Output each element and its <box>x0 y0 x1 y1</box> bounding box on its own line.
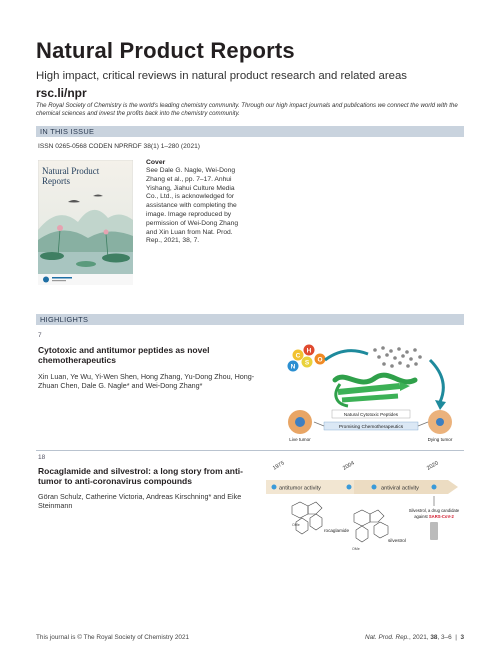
highlights-band: HIGHLIGHTS <box>36 314 464 325</box>
footer-citation: Nat. Prod. Rep., 2021, 38, 3–6 | 3 <box>364 634 464 641</box>
substituent-2: OMe <box>352 547 360 551</box>
footer-volume: 38 <box>430 634 438 641</box>
article-1-figure <box>280 340 464 445</box>
article-2-figure <box>262 456 464 564</box>
label-silvestrol: silvestrol <box>388 538 406 543</box>
issn-line: ISSN 0265-0568 CODEN NPRRDF 38(1) 1–280 (2021) <box>38 143 200 150</box>
atom-c: C <box>295 352 301 360</box>
footer-pages: , 3–6 <box>437 634 452 641</box>
atom-s: S <box>304 359 310 367</box>
journal-title: Natural Product Reports <box>36 38 295 63</box>
footer-copyright: This journal is © The Royal Society of Chemistry 2021 <box>36 634 190 641</box>
year-2004: 2004 <box>342 460 356 472</box>
article-1-authors: Xin Luan, Ye Wu, Yi-Wen Shen, Hong Zhang, Yu-Dong Zhou, Hong-Zhuan Chen, Dale G. Nagle* and Wei-Dong Zhang* <box>38 372 255 391</box>
journal-url-link[interactable]: rsc.li/npr <box>36 86 87 100</box>
label-promising-chemo: Promising Chemotherapeutics <box>338 425 404 430</box>
label-antitumor-activity: antitumor activity <box>279 485 321 492</box>
article-2-authors: Göran Schulz, Catherine Victoria, Andreas Kirschning* and Eike Steinmann <box>38 492 242 511</box>
note-highlight: SARS-CoV-2 <box>428 514 454 519</box>
page-number: 3 <box>460 634 464 641</box>
silvestrol-note-2 <box>414 514 454 519</box>
substituent-1: OMe <box>292 523 300 527</box>
year-1975: 1975 <box>272 460 286 472</box>
article-2-title[interactable]: Rocaglamide and silvestrol: a long story from anti-tumor to anti-coronavirus compounds <box>38 466 243 486</box>
cover-caption: See Dale G. Nagle, Wei-Dong Zhang et al., pp. 7–17. Anhui Yishang, Jiahui Culture Media Co., Ltd., is acknowledged for assistance with completing the image. Image reproduced by permission of Wei-Dong Zhang and Xin Luan from Nat. Prod. Rep., 2021, 38, 7. <box>146 167 239 245</box>
label-live-tumor: Live tumor <box>289 437 311 442</box>
cover-heading: Cover <box>146 159 166 166</box>
rsc-intro-text: The Royal Society of Chemistry is the world's leading chemistry community. Through our high impact journals and publications we connect the world with the chemical sciences and invest the profits back into the chemistry community. <box>36 102 458 117</box>
footer-journal: Nat. Prod. Rep. <box>364 634 410 641</box>
label-rocaglamide: rocaglamide <box>324 528 350 533</box>
label-antiviral-activity: antiviral activity <box>381 485 419 492</box>
silvestrol-note-1: Silvestrol, a drug candidate <box>408 508 460 513</box>
article-1-title[interactable]: Cytotoxic and antitumor peptides as novel chemotherapeutics <box>38 345 210 365</box>
year-2020: 2020 <box>426 460 440 472</box>
cover-journal-name-2: Reports <box>42 176 70 186</box>
label-dying-tumor: Dying tumor <box>427 437 453 442</box>
article-1-page: 7 <box>38 332 42 339</box>
atom-n: N <box>290 363 296 371</box>
cover-journal-name-1: Natural Product <box>42 166 100 176</box>
label-natural-peptides: Natural Cytotoxic Peptides <box>343 412 399 417</box>
journal-tagline: High impact, critical reviews in natural product research and related areas <box>36 70 408 82</box>
in-this-issue-band: IN THIS ISSUE <box>36 126 464 137</box>
article-2-page: 18 <box>38 454 46 461</box>
note-prefix: against <box>414 514 429 519</box>
footer-year: , 2021, <box>409 634 431 641</box>
cover-image[interactable] <box>38 160 133 285</box>
atom-o: O <box>317 356 323 364</box>
atom-h: H <box>306 347 312 355</box>
divider <box>36 450 464 451</box>
